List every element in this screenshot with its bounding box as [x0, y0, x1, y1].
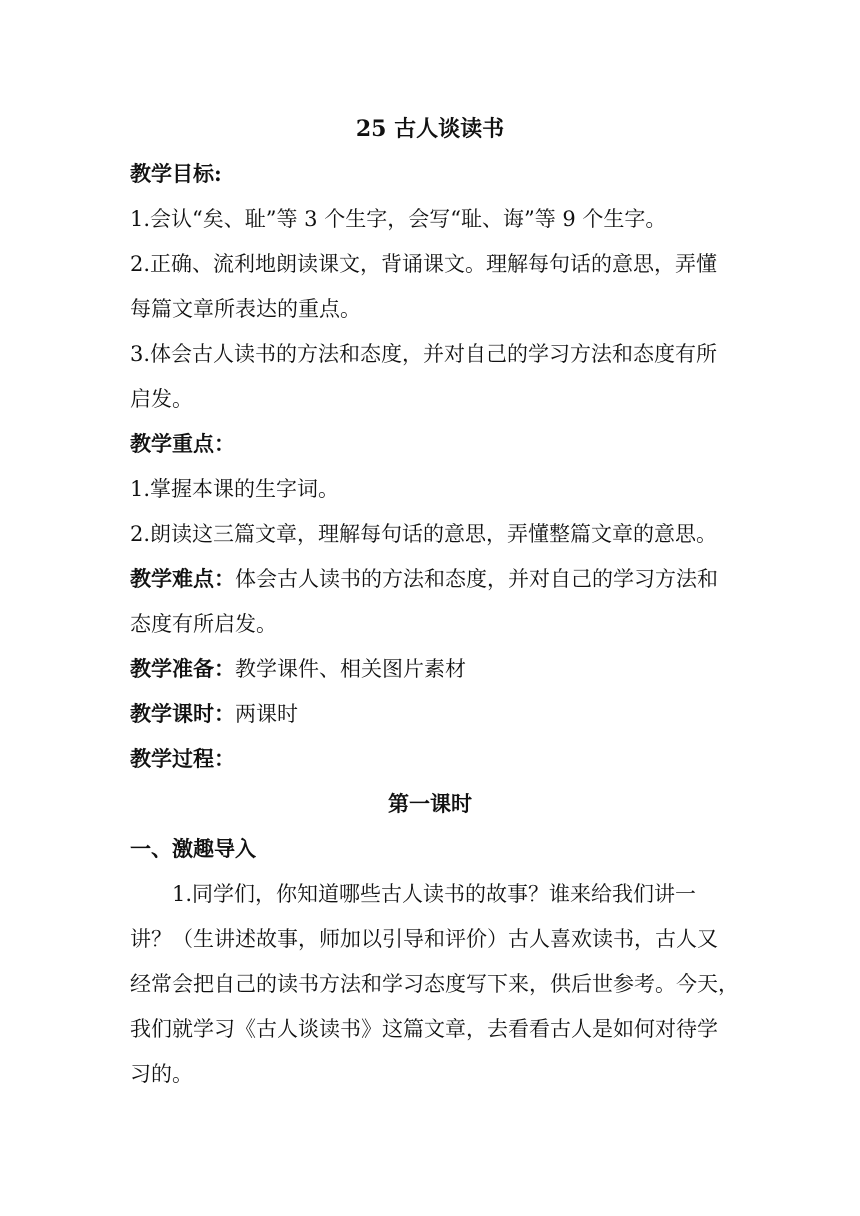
process-heading: 教学过程：: [130, 746, 235, 771]
difficulties-line-1: [130, 564, 740, 594]
key-points-heading: 教学重点：: [130, 431, 235, 456]
goals-heading: 教学目标:: [130, 161, 222, 186]
paragraph-line-2: 讲？（生讲述故事，师加以引导和评价）古人喜欢读书，古人又: [130, 927, 718, 951]
key-point-line-1: 1.掌握本课的生字词。: [130, 477, 340, 501]
difficulties-line-2: 态度有所启发。: [130, 612, 277, 636]
goal-line-3-cont: 启发。: [130, 387, 193, 411]
periods-heading: 教学课时：: [130, 701, 235, 726]
paragraph-line-4: 我们就学习《古人谈读书》这篇文章，去看看古人是如何对待学: [130, 1017, 718, 1041]
goal-line-2-cont: 每篇文章所表达的重点。: [130, 297, 361, 321]
preparation-text: 教学课件、相关图片素材: [235, 657, 466, 681]
goal-line-1: 1.会认“矣、耻”等 3 个生字，会写“耻、诲”等 9 个生字。: [130, 207, 667, 231]
difficulties-text: 体会古人读书的方法和态度，并对自己的学习方法和: [235, 567, 718, 591]
document-title: 25 古人谈读书: [355, 116, 505, 142]
periods-text: 两课时: [235, 702, 298, 726]
paragraph-line-5: 习的。: [130, 1062, 193, 1086]
goal-line-2: 2.正确、流利地朗读课文，背诵课文。理解每句话的意思，弄懂: [130, 252, 718, 276]
section-title: 一、激趣导入: [130, 836, 256, 861]
periods-line: [130, 699, 740, 729]
goal-line-3: 3.体会古人读书的方法和态度，并对自己的学习方法和态度有所: [130, 342, 718, 366]
difficulties-heading: 教学难点：: [130, 566, 235, 591]
paragraph-line-3: 经常会把自己的读书方法和学习态度写下来，供后世参考。今天，: [130, 972, 739, 996]
period-title: 第一课时: [388, 791, 472, 816]
key-point-line-2: 2.朗读这三篇文章，理解每句话的意思，弄懂整篇文章的意思。: [130, 522, 718, 546]
paragraph-line-1: 1.同学们，你知道哪些古人读书的故事？谁来给我们讲一: [172, 882, 697, 906]
preparation-line: [130, 654, 740, 684]
preparation-heading: 教学准备：: [130, 656, 235, 681]
